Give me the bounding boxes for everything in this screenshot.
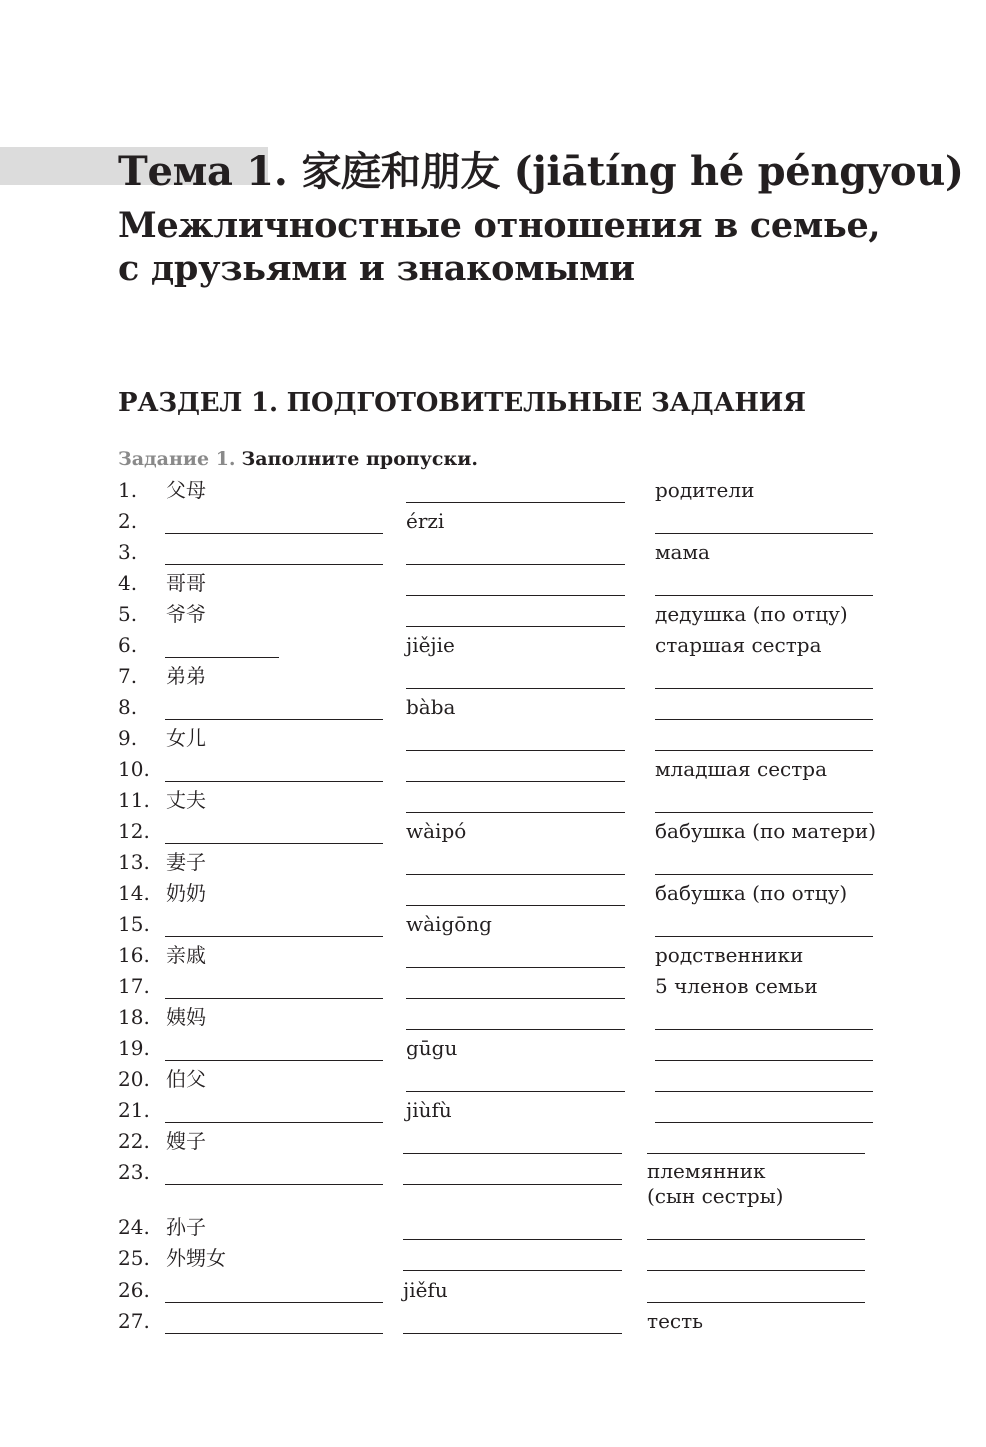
pinyin-blank[interactable] xyxy=(403,1270,622,1271)
hanzi-blank[interactable] xyxy=(165,564,383,565)
russian-blank[interactable] xyxy=(655,1029,873,1030)
row-number: 24. xyxy=(118,1215,150,1239)
table-row xyxy=(0,1159,986,1214)
table-row xyxy=(0,756,986,784)
russian-blank[interactable] xyxy=(655,719,873,720)
table-row xyxy=(0,973,986,1001)
pinyin-blank[interactable] xyxy=(406,967,625,968)
hanzi-cell: 亲戚 xyxy=(166,943,206,967)
pinyin-blank[interactable] xyxy=(403,1239,622,1240)
russian-cell: родственники xyxy=(655,943,804,967)
pinyin-cell: jiěfu xyxy=(403,1278,448,1302)
russian-cell: бабушка (по отцу) xyxy=(655,881,848,905)
row-number: 25. xyxy=(118,1246,150,1270)
row-number: 4. xyxy=(118,571,138,595)
pinyin-blank[interactable] xyxy=(406,874,625,875)
pinyin-blank[interactable] xyxy=(406,502,625,503)
table-row xyxy=(0,1128,986,1156)
pinyin-cell: bàba xyxy=(406,695,456,719)
russian-cell: старшая сестра xyxy=(655,633,822,657)
russian-cell xyxy=(647,1159,897,1209)
table-row xyxy=(0,1277,986,1305)
hanzi-cell: 爷爷 xyxy=(166,602,206,626)
table-row xyxy=(0,1214,986,1242)
pinyin-blank[interactable] xyxy=(403,1184,622,1185)
pinyin-cell: wàigōng xyxy=(406,912,492,936)
table-row xyxy=(0,477,986,505)
table-row xyxy=(0,601,986,629)
pinyin-cell: érzi xyxy=(406,509,445,533)
hanzi-cell: 孙子 xyxy=(166,1215,206,1239)
hanzi-blank[interactable] xyxy=(165,719,383,720)
pinyin-blank[interactable] xyxy=(406,688,625,689)
row-number: 6. xyxy=(118,633,138,657)
russian-blank[interactable] xyxy=(647,1270,865,1271)
pinyin-blank[interactable] xyxy=(406,1029,625,1030)
hanzi-cell: 女儿 xyxy=(166,726,206,750)
row-number: 13. xyxy=(118,850,150,874)
pinyin-blank[interactable] xyxy=(406,905,625,906)
table-row xyxy=(0,1035,986,1063)
table-row xyxy=(0,818,986,846)
row-number: 22. xyxy=(118,1129,150,1153)
russian-blank[interactable] xyxy=(647,1153,865,1154)
table-row xyxy=(0,1245,986,1273)
table-row xyxy=(0,694,986,722)
russian-blank[interactable] xyxy=(655,874,873,875)
hanzi-cell: 奶奶 xyxy=(166,881,206,905)
section-heading: РАЗДЕЛ 1. ПОДГОТОВИТЕЛЬНЫЕ ЗАДАНИЯ xyxy=(118,388,806,418)
hanzi-blank[interactable] xyxy=(165,1333,383,1334)
russian-blank[interactable] xyxy=(655,533,873,534)
table-row xyxy=(0,1097,986,1125)
russian-line-1: племянник xyxy=(647,1159,766,1183)
row-number: 26. xyxy=(118,1278,150,1302)
row-number: 18. xyxy=(118,1005,150,1029)
table-row xyxy=(0,942,986,970)
row-number: 2. xyxy=(118,509,138,533)
russian-blank[interactable] xyxy=(655,812,873,813)
table-row xyxy=(0,539,986,567)
russian-blank[interactable] xyxy=(655,595,873,596)
row-number: 3. xyxy=(118,540,138,564)
russian-cell: дедушка (по отцу) xyxy=(655,602,848,626)
row-number: 1. xyxy=(118,478,138,502)
row-number: 7. xyxy=(118,664,138,688)
table-row xyxy=(0,849,986,877)
table-row xyxy=(0,663,986,691)
table-row xyxy=(0,570,986,598)
row-number: 17. xyxy=(118,974,150,998)
hanzi-cell: 哥哥 xyxy=(166,571,206,595)
hanzi-blank[interactable] xyxy=(165,1302,383,1303)
hanzi-blank[interactable] xyxy=(165,781,383,782)
hanzi-blank[interactable] xyxy=(165,533,383,534)
row-number: 21. xyxy=(118,1098,150,1122)
hanzi-cell: 伯父 xyxy=(166,1067,206,1091)
topic-title: 家庭和朋友 (jiātíng hé péngyou) xyxy=(301,148,964,195)
pinyin-blank[interactable] xyxy=(406,812,625,813)
pinyin-blank[interactable] xyxy=(403,1153,622,1154)
pinyin-blank[interactable] xyxy=(406,564,625,565)
russian-blank[interactable] xyxy=(655,936,873,937)
hanzi-blank[interactable] xyxy=(165,1184,383,1185)
row-number: 20. xyxy=(118,1067,150,1091)
topic-label: Тема 1. xyxy=(118,148,288,195)
row-number: 12. xyxy=(118,819,150,843)
pinyin-cell: jiějie xyxy=(406,633,455,657)
russian-blank[interactable] xyxy=(647,1302,865,1303)
table-row xyxy=(0,725,986,753)
table-row xyxy=(0,1308,986,1336)
table-row xyxy=(0,880,986,908)
subtitle-line-1: Межличностные отношения в семье, xyxy=(118,205,881,246)
row-number: 5. xyxy=(118,602,138,626)
russian-blank[interactable] xyxy=(655,750,873,751)
row-number: 16. xyxy=(118,943,150,967)
row-number: 19. xyxy=(118,1036,150,1060)
hanzi-cell: 妻子 xyxy=(166,850,206,874)
russian-cell: 5 членов семьи xyxy=(655,974,818,998)
hanzi-blank[interactable] xyxy=(165,998,383,999)
table-row xyxy=(0,1066,986,1094)
hanzi-cell: 嫂子 xyxy=(166,1129,206,1153)
table-row xyxy=(0,632,986,660)
row-number: 9. xyxy=(118,726,138,750)
pinyin-cell: wàipó xyxy=(406,819,467,843)
table-row xyxy=(0,787,986,815)
russian-blank[interactable] xyxy=(655,1091,873,1092)
table-row xyxy=(0,911,986,939)
russian-cell: бабушка (по матери) xyxy=(655,819,876,843)
row-number: 8. xyxy=(118,695,138,719)
hanzi-cell: 外甥女 xyxy=(166,1246,226,1270)
pinyin-blank[interactable] xyxy=(406,750,625,751)
pinyin-blank[interactable] xyxy=(403,1333,622,1334)
russian-line-2: (сын сестры) xyxy=(647,1184,784,1208)
russian-cell: младшая сестра xyxy=(655,757,828,781)
pinyin-blank[interactable] xyxy=(406,626,625,627)
hanzi-blank[interactable] xyxy=(165,657,279,658)
pinyin-blank[interactable] xyxy=(406,1091,625,1092)
row-number: 11. xyxy=(118,788,150,812)
hanzi-blank[interactable] xyxy=(165,1122,383,1123)
russian-cell: родители xyxy=(655,478,755,502)
row-number: 15. xyxy=(118,912,150,936)
row-number: 27. xyxy=(118,1309,150,1333)
table-row xyxy=(0,508,986,536)
task-instruction: Заполните пропуски. xyxy=(241,448,478,470)
task-label: Задание 1. xyxy=(118,448,236,470)
russian-blank[interactable] xyxy=(655,1060,873,1061)
pinyin-blank[interactable] xyxy=(406,595,625,596)
hanzi-cell: 丈夫 xyxy=(166,788,206,812)
hanzi-cell: 父母 xyxy=(166,478,206,502)
pinyin-cell: gūgu xyxy=(406,1036,458,1060)
subtitle-line-2: с друзьями и знакомыми xyxy=(118,248,635,289)
russian-cell: тесть xyxy=(647,1309,704,1333)
pinyin-blank[interactable] xyxy=(406,998,625,999)
hanzi-blank[interactable] xyxy=(165,1060,383,1061)
hanzi-blank[interactable] xyxy=(165,843,383,844)
russian-cell: мама xyxy=(655,540,710,564)
row-number: 10. xyxy=(118,757,150,781)
pinyin-blank[interactable] xyxy=(406,781,625,782)
row-number: 14. xyxy=(118,881,150,905)
pinyin-cell: jiùfù xyxy=(406,1098,452,1122)
russian-blank[interactable] xyxy=(655,1122,873,1123)
hanzi-blank[interactable] xyxy=(165,936,383,937)
hanzi-cell: 弟弟 xyxy=(166,664,206,688)
table-row xyxy=(0,1004,986,1032)
hanzi-cell: 姨妈 xyxy=(166,1005,206,1029)
russian-blank[interactable] xyxy=(655,688,873,689)
row-number: 23. xyxy=(118,1160,150,1184)
russian-blank[interactable] xyxy=(647,1239,865,1240)
